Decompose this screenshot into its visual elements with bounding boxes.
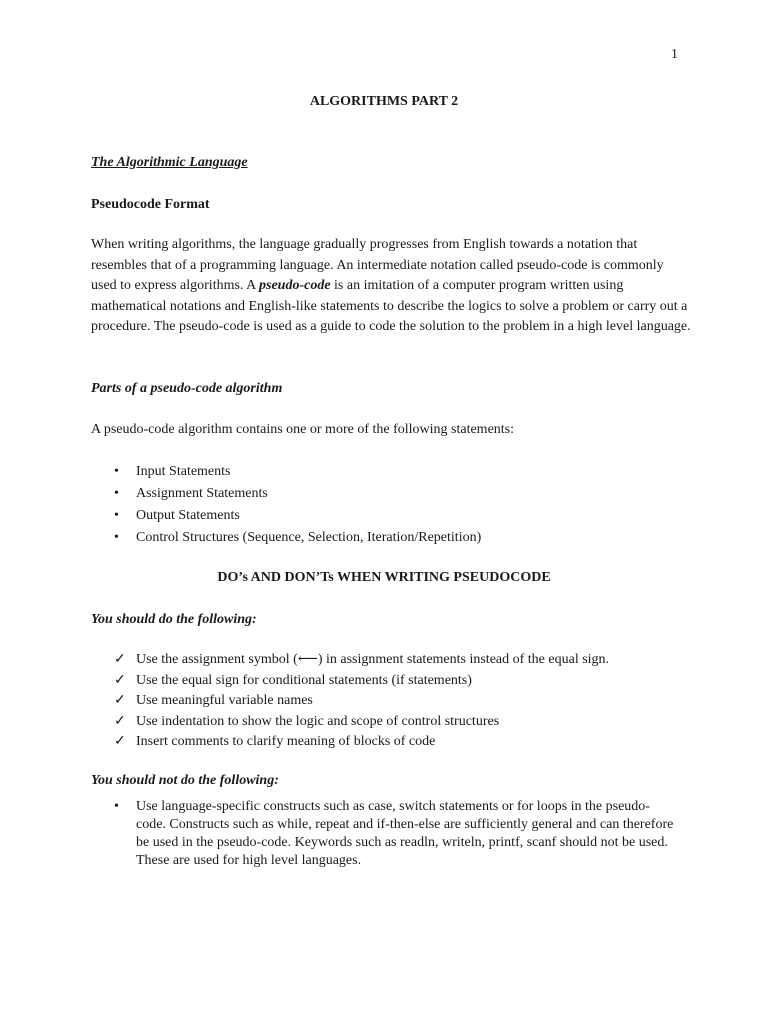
intro-text-before: When writing algorithms, the language gradually progresses from English towards a notation that resembles that of a programming language. An intermediate notation called pseudo-code is commonly used to express algorithms. A — [91, 237, 664, 293]
checkmark-icon: ✓ — [114, 652, 126, 667]
list-item-text: Use language-specific constructs such as case, switch statements or for loops in the pseudo-code. Constructs such as while, repeat and if-then-else are sufficiently general and can therefore be used in the pseudo-code. Keywords such as readln, writeln, printf, scanf should not be used. These are used for high level languages. — [136, 799, 674, 868]
do-heading: You should do the following: — [91, 612, 257, 627]
list-item-text: Control Structures (Sequence, Selection, Iteration/Repetition) — [136, 530, 482, 545]
list-item — [114, 732, 609, 753]
bullet-icon: • — [114, 799, 119, 814]
checkmark-icon: ✓ — [114, 693, 126, 708]
bullet-icon: • — [114, 486, 119, 501]
intro-text-after: is an imitation of a computer program written using mathematical notations and English-like statements to describe the logics to solve a problem or carry out a procedure. The pseudo-code is used as a guide to code the solution to the problem in a high level language. — [91, 278, 691, 334]
list-item — [114, 691, 609, 712]
parts-intro: A pseudo-code algorithm contains one or more of the following statements: — [91, 422, 515, 437]
list-item — [114, 483, 481, 505]
dos-and-donts-title: DO’s AND DON’Ts WHEN WRITING PSEUDOCODE — [217, 570, 551, 585]
checkmark-icon: ✓ — [114, 734, 126, 749]
bullet-icon: • — [114, 464, 119, 479]
dont-list — [114, 798, 674, 870]
list-item-text: Use meaningful variable names — [136, 693, 313, 708]
intro-paragraph — [91, 235, 691, 338]
list-item — [114, 650, 609, 671]
list-item-text: Use indentation to show the logic and scope of control structures — [136, 713, 500, 729]
list-item — [114, 712, 609, 733]
bullet-icon: • — [114, 530, 119, 545]
list-item-text: Input Statements — [136, 464, 231, 479]
list-item — [114, 527, 481, 549]
list-item-text: Assignment Statements — [136, 486, 268, 501]
dont-heading: You should not do the following: — [91, 773, 279, 788]
list-item — [114, 505, 481, 527]
parts-list — [114, 461, 481, 549]
parts-heading: Parts of a pseudo-code algorithm — [91, 381, 283, 396]
list-item-text: Insert comments to clarify meaning of blocks of code — [136, 734, 436, 749]
document-title: ALGORITHMS PART 2 — [309, 94, 459, 109]
list-item — [114, 798, 674, 870]
list-item — [114, 671, 609, 692]
checkmark-icon: ✓ — [114, 672, 126, 688]
pseudocode-format-heading: Pseudocode Format — [91, 197, 210, 212]
checkmark-icon: ✓ — [114, 713, 126, 729]
do-list — [114, 650, 609, 753]
list-item-text: Output Statements — [136, 508, 240, 523]
page-number: 1 — [671, 47, 678, 62]
section-heading: The Algorithmic Language — [91, 155, 248, 170]
list-item-text: Use the equal sign for conditional statements (if statements) — [136, 672, 472, 688]
pseudo-code-emphasis: pseudo-code — [259, 278, 331, 293]
bullet-icon: • — [114, 508, 119, 523]
list-item-text: Use the assignment symbol (⟵) in assignment statements instead of the equal sign. — [136, 652, 610, 667]
list-item — [114, 461, 481, 483]
